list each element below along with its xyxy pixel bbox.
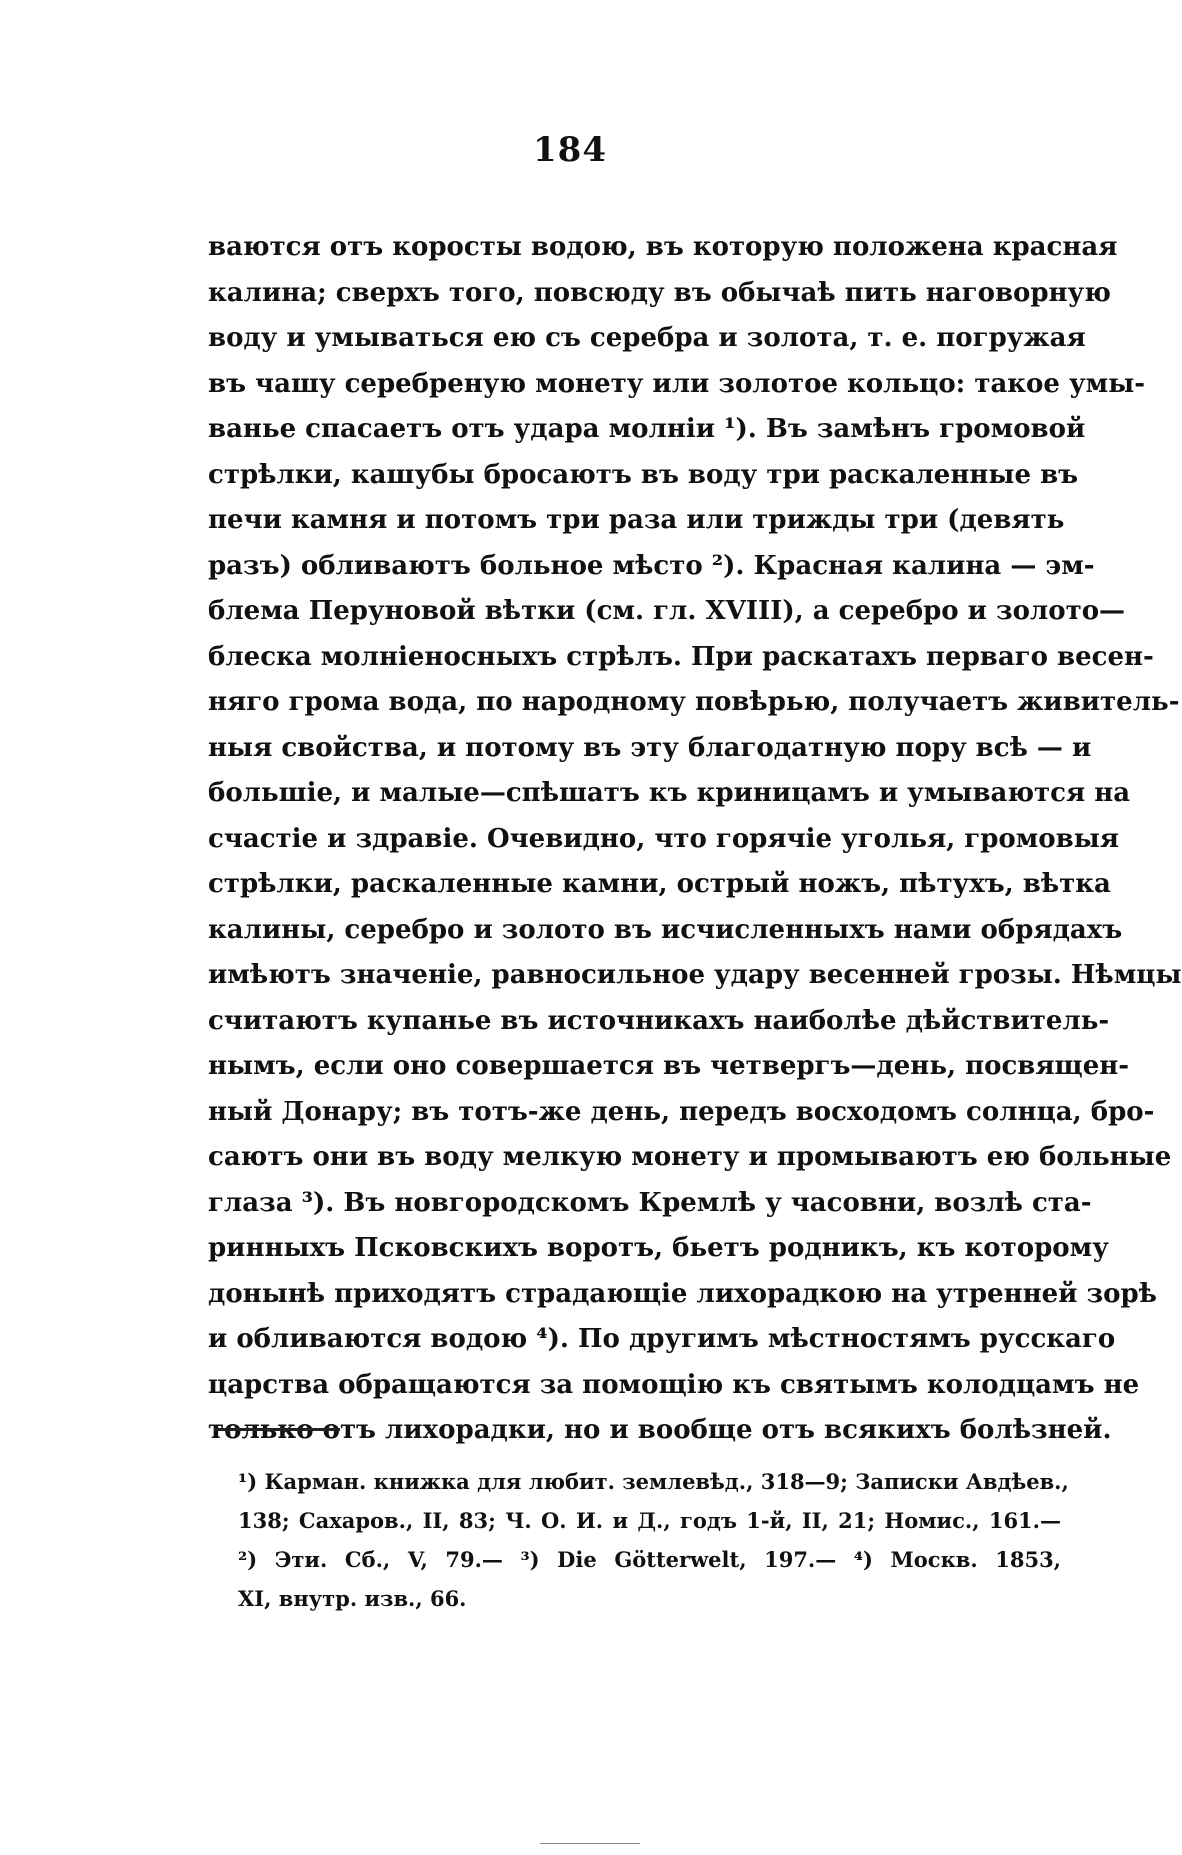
body-line: ныя свойства, и потому въ эту благодатную пору всѣ — и [208, 732, 1092, 763]
body-line: блема Перуновой вѣтки (см. гл. XVIII), а серебро и золото— [208, 596, 1126, 626]
body-line: имѣютъ значеніе, равносильное удару весенней грозы. Нѣмцы [208, 960, 1182, 990]
body-line: ваются отъ коросты водою, въ которую положена красная [208, 232, 1118, 262]
body-line: нымъ, если оно совершается въ четвергъ—день, посвящен- [208, 1051, 1130, 1081]
body-line: блеска молніеносныхъ стрѣлъ. При раскатахъ перваго весен- [208, 641, 1154, 672]
body-line: считаютъ купанье въ источникахъ наиболѣе дѣйствитель- [208, 1005, 1110, 1036]
body-line: большіе, и малые—спѣшатъ къ криницамъ и умываются на [208, 778, 1131, 808]
body-line: только отъ лихорадки, но и вообще отъ всякихъ болѣзней. [208, 1415, 1112, 1445]
body-line: стрѣлки, кашубы бросаютъ въ воду три раскаленные въ [208, 459, 1079, 490]
body-line: царства обращаются за помощію къ святымъ колодцамъ не [208, 1369, 1140, 1400]
body-line: глаза ³). Въ новгородскомъ Кремлѣ у часовни, возлѣ ста- [208, 1187, 1092, 1218]
body-line: стрѣлки, раскаленные камни, острый ножъ, пѣтухъ, вѣтка [208, 869, 1111, 899]
body-line: донынѣ приходятъ страдающіе лихорадкою на утренней зорѣ [208, 1278, 1157, 1309]
footnote-line: ¹) Карман. книжка для любит. землевѣд., 318—9; Записки Авдѣев., [238, 1469, 1069, 1494]
body-line: счастіе и здравіе. Очевидно, что горячіе уголья, громовыя [208, 823, 1119, 854]
footnotes [238, 1462, 1069, 1618]
body-line: въ чашу серебреную монету или золотое кольцо: такое умы- [208, 368, 1146, 399]
body-line: саютъ они въ воду мелкую монету и промываютъ ею больные [208, 1142, 1172, 1172]
footnote-line: 138; Сахаров., II, 83; Ч. О. И. и Д., годъ 1-й, II, 21; Номис., 161.— [238, 1508, 1061, 1533]
body-line: печи камня и потомъ три раза или трижды три (девять [208, 505, 1065, 535]
page-number: 184 [533, 130, 607, 170]
body-text [208, 225, 1182, 1454]
footnote-line: XI, внутр. изв., 66. [238, 1586, 467, 1611]
body-line: воду и умываться ею съ серебра и золота, т. е. погружая [208, 323, 1086, 353]
body-line: няго грома вода, по народному повѣрью, получаетъ живитель- [208, 687, 1180, 717]
body-line: ный Донару; въ тотъ-же день, передъ восходомъ солнца, бро- [208, 1096, 1155, 1127]
body-line: и обливаются водою ⁴). По другимъ мѣстностямъ русскаго [208, 1324, 1116, 1354]
bottom-edge-mark [540, 1843, 640, 1844]
footnote-divider [214, 1428, 340, 1431]
footnote-line: ²) Эти. Сб., V, 79.— ³) Die Götterwelt, 197.— ⁴) Москв. 1853, [238, 1547, 1061, 1572]
body-line: калины, серебро и золото въ исчисленныхъ нами обрядахъ [208, 914, 1123, 945]
body-line: разъ) обливаютъ больное мѣсто ²). Красная калина — эм- [208, 550, 1095, 581]
body-line: ринныхъ Псковскихъ воротъ, бьетъ родникъ, къ которому [208, 1233, 1109, 1263]
body-line: калина; сверхъ того, повсюду въ обычаѣ пить наговорную [208, 277, 1111, 308]
body-line: ванье спасаетъ отъ удара молніи ¹). Въ замѣнъ громовой [208, 414, 1086, 444]
